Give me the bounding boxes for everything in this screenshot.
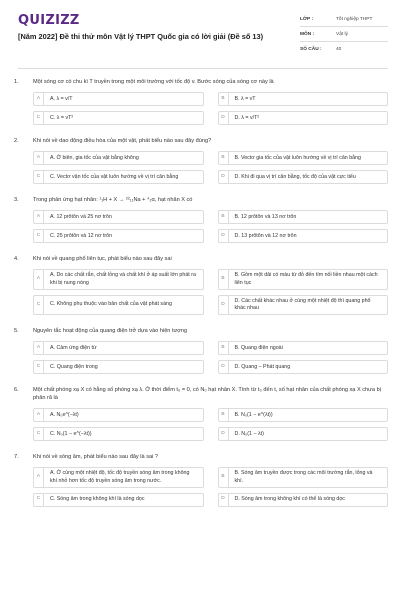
question-6: [0, 386, 400, 441]
option-letter-box: A: [34, 93, 44, 105]
question-stem: [14, 137, 388, 145]
info-value: Tốt nghiệp THPT: [336, 16, 373, 22]
option-text: B. N₀(1 − e^(λt)): [234, 411, 273, 418]
option-letter-box: A: [34, 152, 44, 164]
question-list: [0, 78, 400, 519]
option-text: D. Khi đi qua vị trí cân bằng, tốc độ của vật cực tiểu: [234, 173, 356, 180]
option-text: B. Vectơ gia tốc của vật luôn hướng về vị trí cân bằng: [234, 154, 362, 161]
question-4: [0, 255, 400, 315]
answer-option-a[interactable]: [33, 408, 204, 422]
option-text: A. Ở biên, gia tốc của vật bằng không: [50, 154, 139, 161]
option-letter-box: D: [219, 428, 229, 440]
answer-option-b[interactable]: [218, 151, 389, 165]
document-title: [Năm 2022] Đề thi thử môn Vật lý THPT Quốc gia có lời giải (Đề số 13): [18, 32, 264, 41]
question-7: [0, 453, 400, 506]
option-text: D. Quang – Phát quang: [234, 363, 291, 370]
option-letter-box: B: [219, 93, 229, 105]
answer-option-a[interactable]: [33, 92, 204, 106]
answer-option-d[interactable]: [218, 170, 389, 184]
question-stem: [14, 78, 388, 86]
option-letter-box: B: [219, 211, 229, 223]
option-text: C. N₀(1 − e^(−λt)): [50, 430, 92, 437]
answer-option-a[interactable]: [33, 269, 204, 289]
quizizz-logo: QUIZIZZ: [18, 13, 80, 28]
option-text: C. λ = vT²: [50, 114, 74, 121]
option-text: D. Sóng âm trong không khí có thể là sóng dọc: [234, 496, 345, 503]
option-letter-box: A: [34, 342, 44, 354]
question-stem: [14, 386, 388, 402]
answer-options: [14, 269, 388, 315]
question-5: [0, 327, 400, 374]
question-number: 7.: [14, 454, 19, 461]
option-text: D. Các chất khác nhau ở cùng một nhiệt độ thì quang phổ khác nhau: [234, 297, 371, 311]
question-text: Nguyên tắc hoạt động của quang điện trở dựa vào hiện tượng: [33, 328, 188, 334]
answer-option-b[interactable]: [218, 92, 389, 106]
option-letter-box: B: [219, 409, 229, 421]
option-letter-box: D: [219, 171, 229, 183]
option-letter-box: B: [219, 468, 229, 486]
option-letter-box: C: [34, 361, 44, 373]
answer-option-b[interactable]: [218, 269, 389, 289]
option-letter-box: D: [219, 230, 229, 242]
option-letter-box: A: [34, 211, 44, 223]
option-text: D. N₀(1 − λt): [234, 430, 264, 437]
answer-option-b[interactable]: [218, 467, 389, 487]
question-stem: [14, 327, 388, 335]
question-number: 2.: [14, 138, 19, 145]
info-panel: [300, 12, 388, 57]
option-text: A. Ở cùng một nhiệt độ, tốc độ truyền sóng âm trong không khí nhỏ hơn tốc độ truyền sóng âm trong nước.: [50, 470, 190, 484]
option-text: B. 12 prôtôn và 13 nơ trôn: [234, 213, 297, 220]
answer-option-b[interactable]: [218, 408, 389, 422]
option-letter-box: C: [34, 171, 44, 183]
option-text: B. Sóng âm truyền được trong các môi trường rắn, lỏng và khí.: [234, 470, 373, 484]
question-number: 1.: [14, 79, 19, 85]
option-text: A. λ = v/T: [50, 95, 73, 102]
question-text: Khi nói về quang phổ liên tục, phát biểu nào sau đây sai: [33, 256, 172, 263]
option-text: B. Quang điện ngoài: [234, 344, 283, 351]
option-letter-box: A: [34, 468, 44, 486]
info-value: 40: [336, 47, 342, 52]
answer-option-c[interactable]: [33, 493, 204, 507]
answer-options: [14, 151, 388, 184]
answer-option-c[interactable]: [33, 111, 204, 125]
answer-option-d[interactable]: [218, 295, 389, 315]
answer-options: [14, 341, 388, 374]
answer-options: [14, 92, 388, 125]
option-text: D. λ = v/T²: [234, 114, 260, 121]
info-row-count: [300, 42, 388, 57]
option-text: B. Gồm một dải có màu từ đỏ đến tím nối liền nhau một cách liên tục: [234, 272, 378, 286]
answer-option-d[interactable]: [218, 427, 389, 441]
info-row-class: [300, 12, 388, 27]
option-text: A. N₀e^(−λt): [50, 411, 79, 418]
question-2: [0, 137, 400, 184]
option-letter-box: D: [219, 494, 229, 506]
question-number: 4.: [14, 256, 19, 263]
info-row-subject: [300, 27, 388, 42]
option-text: D. 13 prôtôn và 12 nơ trôn: [234, 232, 297, 239]
info-key: SỐ CÂU :: [300, 47, 322, 52]
option-text: C. Sóng âm trong không khí là sóng dọc: [50, 496, 145, 503]
question-stem: [14, 196, 388, 204]
option-text: A. Cảm ứng điện từ: [50, 344, 97, 351]
answer-option-c[interactable]: [33, 170, 204, 184]
option-letter-box: C: [34, 494, 44, 506]
option-text: C. Không phụ thuộc vào bản chất của vật phát sáng: [50, 301, 172, 308]
answer-option-a[interactable]: [33, 467, 204, 487]
question-number: 6.: [14, 387, 19, 394]
answer-option-a[interactable]: [33, 210, 204, 224]
option-letter-box: A: [34, 270, 44, 288]
answer-option-b[interactable]: [218, 341, 389, 355]
question-text: Khi nói về dao động điều hòa của một vật, phát biểu nào sau đây đúng?: [33, 138, 212, 145]
answer-option-b[interactable]: [218, 210, 389, 224]
option-letter-box: D: [219, 112, 229, 124]
answer-options: [14, 467, 388, 506]
option-text: C. 25 prôtôn và 12 nơ trôn: [50, 232, 113, 239]
question-text: Trong phản ứng hạt nhân: ¹₁H + X → ²²₁₁Na + ⁴₂α, hạt nhân X có: [33, 197, 193, 204]
question-text: Một sóng cơ có chu kì T truyền trong một môi trường với tốc độ v. Bước sóng của sóng cơ này là: [33, 79, 274, 85]
answer-options: [14, 408, 388, 441]
answer-option-c[interactable]: [33, 295, 204, 315]
question-1: [0, 78, 400, 125]
option-text: A. Do các chất rắn, chất lỏng và chất khí ở áp suất lớn phát ra khi bị nung nóng: [50, 272, 196, 286]
answer-option-d[interactable]: [218, 229, 389, 243]
option-letter-box: A: [34, 409, 44, 421]
info-key: LỚP :: [300, 16, 314, 22]
answer-option-d[interactable]: [218, 493, 389, 507]
answer-option-c[interactable]: [33, 360, 204, 374]
option-letter-box: C: [34, 112, 44, 124]
question-3: [0, 196, 400, 243]
question-stem: [14, 453, 388, 461]
option-text: C. Vectơ vận tốc của vật luôn hướng về vị trí cân bằng: [50, 173, 179, 180]
answer-option-a[interactable]: [33, 341, 204, 355]
option-letter-box: D: [219, 296, 229, 314]
answer-options: [14, 210, 388, 243]
question-text: Khi nói về sóng âm, phát biểu nào sau đây là sai ?: [33, 454, 159, 461]
option-letter-box: B: [219, 152, 229, 164]
option-letter-box: B: [219, 342, 229, 354]
option-text: A. 12 prôtôn và 25 nơ trôn: [50, 213, 112, 220]
question-number: 3.: [14, 197, 19, 204]
option-text: B. λ = vT: [234, 95, 256, 102]
question-text: Một chất phóng xạ X có hằng số phóng xạ λ. Ở thời điểm t₀ = 0, có N₀ hạt nhân X. Tính từ t₀ đến t, số hạt nhân của chất phóng xạ X chưa bị phân rã là: [33, 387, 381, 402]
option-letter-box: C: [34, 230, 44, 242]
answer-option-c[interactable]: [33, 427, 204, 441]
option-letter-box: D: [219, 361, 229, 373]
option-letter-box: C: [34, 428, 44, 440]
header-divider: [18, 68, 388, 69]
question-number: 5.: [14, 328, 19, 334]
answer-option-d[interactable]: [218, 360, 389, 374]
option-text: C. Quang điện trong: [50, 363, 98, 370]
option-letter-box: B: [219, 270, 229, 288]
answer-option-d[interactable]: [218, 111, 389, 125]
question-stem: [14, 255, 388, 263]
answer-option-c[interactable]: [33, 229, 204, 243]
answer-option-a[interactable]: [33, 151, 204, 165]
info-key: MÔN :: [300, 31, 315, 37]
option-letter-box: C: [34, 296, 44, 314]
info-value: Vật lý: [336, 31, 348, 37]
